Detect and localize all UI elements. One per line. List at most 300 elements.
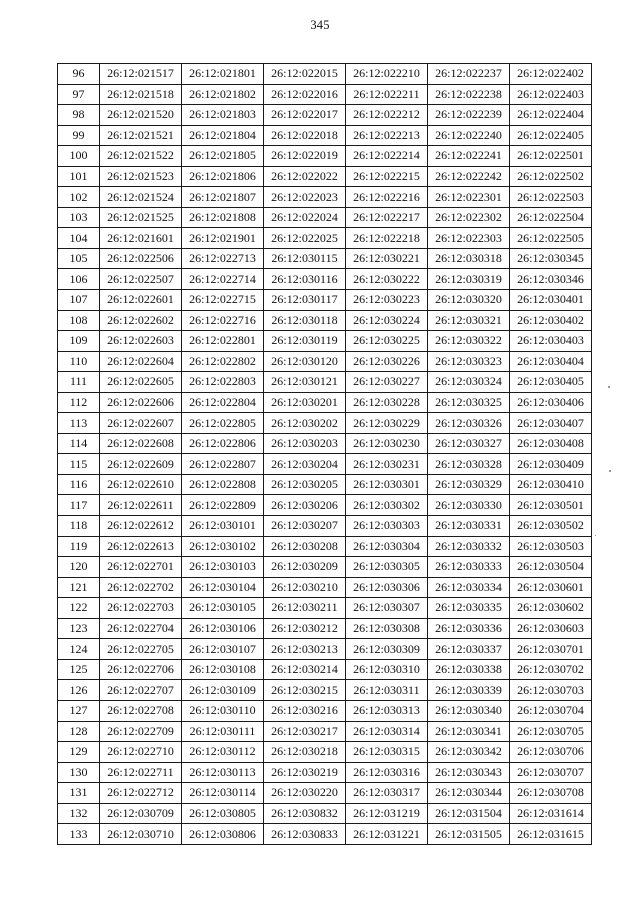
cadastral-number-cell: 26:12:030602	[510, 598, 592, 619]
cadastral-number-cell: 26:12:022714	[182, 269, 264, 290]
row-number-cell: 127	[58, 700, 100, 721]
cadastral-number-cell: 26:12:021807	[182, 187, 264, 208]
cadastral-number-cell: 26:12:022210	[346, 64, 428, 85]
row-number-cell: 133	[58, 824, 100, 845]
cadastral-number-cell: 26:12:022302	[428, 207, 510, 228]
cadastral-number-cell: 26:12:030117	[264, 290, 346, 311]
cadastral-number-cell: 26:12:030805	[182, 803, 264, 824]
cadastral-number-cell: 26:12:022806	[182, 433, 264, 454]
cadastral-number-cell: 26:12:030701	[510, 639, 592, 660]
table-row	[58, 577, 592, 598]
scan-speck	[609, 470, 611, 472]
cadastral-number-cell: 26:12:030212	[264, 618, 346, 639]
cadastral-number-cell: 26:12:030229	[346, 413, 428, 434]
cadastral-number-cell: 26:12:030337	[428, 639, 510, 660]
scan-speck	[595, 535, 596, 536]
cadastral-number-cell: 26:12:031615	[510, 824, 592, 845]
cadastral-number-cell: 26:12:030323	[428, 351, 510, 372]
table-row	[58, 803, 592, 824]
table-row	[58, 454, 592, 475]
cadastral-number-cell: 26:12:030118	[264, 310, 346, 331]
cadastral-number-cell: 26:12:022606	[100, 392, 182, 413]
cadastral-number-cell: 26:12:030346	[510, 269, 592, 290]
cadastral-number-cell: 26:12:030319	[428, 269, 510, 290]
cadastral-number-cell: 26:12:030116	[264, 269, 346, 290]
cadastral-number-cell: 26:12:030307	[346, 598, 428, 619]
cadastral-number-cell: 26:12:030318	[428, 248, 510, 269]
cadastral-numbers-table	[57, 63, 592, 845]
table-row	[58, 310, 592, 331]
row-number-cell: 101	[58, 166, 100, 187]
cadastral-number-cell: 26:12:022604	[100, 351, 182, 372]
cadastral-number-cell: 26:12:030202	[264, 413, 346, 434]
cadastral-number-cell: 26:12:030231	[346, 454, 428, 475]
row-number-cell: 119	[58, 536, 100, 557]
cadastral-number-cell: 26:12:030314	[346, 721, 428, 742]
cadastral-number-cell: 26:12:030119	[264, 331, 346, 352]
table-row	[58, 495, 592, 516]
cadastral-number-cell: 26:12:030305	[346, 557, 428, 578]
cadastral-number-cell: 26:12:030403	[510, 331, 592, 352]
cadastral-number-cell: 26:12:022505	[510, 228, 592, 249]
cadastral-number-cell: 26:12:022613	[100, 536, 182, 557]
cadastral-number-cell: 26:12:022213	[346, 125, 428, 146]
table-row	[58, 618, 592, 639]
table-row	[58, 536, 592, 557]
cadastral-number-cell: 26:12:030833	[264, 824, 346, 845]
row-number-cell: 131	[58, 783, 100, 804]
cadastral-number-cell: 26:12:030108	[182, 659, 264, 680]
cadastral-number-cell: 26:12:030217	[264, 721, 346, 742]
cadastral-number-cell: 26:12:022605	[100, 372, 182, 393]
cadastral-number-cell: 26:12:022239	[428, 105, 510, 126]
row-number-cell: 112	[58, 392, 100, 413]
cadastral-number-cell: 26:12:022017	[264, 105, 346, 126]
cadastral-number-cell: 26:12:021523	[100, 166, 182, 187]
cadastral-number-cell: 26:12:030341	[428, 721, 510, 742]
cadastral-number-cell: 26:12:030225	[346, 331, 428, 352]
cadastral-number-cell: 26:12:030221	[346, 248, 428, 269]
cadastral-number-cell: 26:12:030342	[428, 742, 510, 763]
cadastral-number-cell: 26:12:022212	[346, 105, 428, 126]
cadastral-number-cell: 26:12:030230	[346, 433, 428, 454]
cadastral-number-cell: 26:12:022609	[100, 454, 182, 475]
row-number-cell: 121	[58, 577, 100, 598]
cadastral-number-cell: 26:12:030707	[510, 762, 592, 783]
cadastral-number-cell: 26:12:030402	[510, 310, 592, 331]
cadastral-number-cell: 26:12:030304	[346, 536, 428, 557]
cadastral-number-cell: 26:12:030322	[428, 331, 510, 352]
cadastral-number-cell: 26:12:030336	[428, 618, 510, 639]
cadastral-number-cell: 26:12:022710	[100, 742, 182, 763]
cadastral-number-cell: 26:12:030331	[428, 516, 510, 537]
cadastral-number-cell: 26:12:022507	[100, 269, 182, 290]
cadastral-number-cell: 26:12:022403	[510, 84, 592, 105]
cadastral-number-cell: 26:12:030218	[264, 742, 346, 763]
row-number-cell: 124	[58, 639, 100, 660]
cadastral-number-cell: 26:12:022708	[100, 700, 182, 721]
cadastral-number-cell: 26:12:022603	[100, 331, 182, 352]
cadastral-number-cell: 26:12:022612	[100, 516, 182, 537]
cadastral-number-cell: 26:12:022803	[182, 372, 264, 393]
table-row	[58, 721, 592, 742]
cadastral-number-cell: 26:12:022240	[428, 125, 510, 146]
cadastral-number-cell: 26:12:022608	[100, 433, 182, 454]
cadastral-number-cell: 26:12:030335	[428, 598, 510, 619]
cadastral-number-cell: 26:12:022703	[100, 598, 182, 619]
cadastral-number-cell: 26:12:022217	[346, 207, 428, 228]
page-number: 345	[310, 18, 330, 32]
cadastral-number-cell: 26:12:030311	[346, 680, 428, 701]
row-number-cell: 99	[58, 125, 100, 146]
cadastral-number-cell: 26:12:030201	[264, 392, 346, 413]
row-number-cell: 106	[58, 269, 100, 290]
cadastral-number-cell: 26:12:030340	[428, 700, 510, 721]
cadastral-number-cell: 26:12:021808	[182, 207, 264, 228]
cadastral-number-cell: 26:12:030205	[264, 474, 346, 495]
table-row	[58, 742, 592, 763]
row-number-cell: 102	[58, 187, 100, 208]
table-row	[58, 269, 592, 290]
cadastral-number-cell: 26:12:030328	[428, 454, 510, 475]
cadastral-number-cell: 26:12:022018	[264, 125, 346, 146]
cadastral-number-cell: 26:12:022704	[100, 618, 182, 639]
cadastral-number-cell: 26:12:030806	[182, 824, 264, 845]
table-row	[58, 331, 592, 352]
cadastral-number-cell: 26:12:022303	[428, 228, 510, 249]
cadastral-number-cell: 26:12:030330	[428, 495, 510, 516]
cadastral-number-cell: 26:12:030115	[264, 248, 346, 269]
table-row	[58, 783, 592, 804]
cadastral-number-cell: 26:12:030223	[346, 290, 428, 311]
cadastral-number-cell: 26:12:030222	[346, 269, 428, 290]
cadastral-number-cell: 26:12:030102	[182, 536, 264, 557]
table-row	[58, 680, 592, 701]
table-row	[58, 639, 592, 660]
cadastral-number-cell: 26:12:022238	[428, 84, 510, 105]
cadastral-number-cell: 26:12:030333	[428, 557, 510, 578]
row-number-cell: 108	[58, 310, 100, 331]
cadastral-number-cell: 26:12:030107	[182, 639, 264, 660]
cadastral-number-cell: 26:12:022705	[100, 639, 182, 660]
cadastral-number-cell: 26:12:030504	[510, 557, 592, 578]
cadastral-number-cell: 26:12:021521	[100, 125, 182, 146]
row-number-cell: 116	[58, 474, 100, 495]
cadastral-number-cell: 26:12:030408	[510, 433, 592, 454]
cadastral-number-cell: 26:12:022218	[346, 228, 428, 249]
cadastral-number-cell: 26:12:022711	[100, 762, 182, 783]
cadastral-number-cell: 26:12:030706	[510, 742, 592, 763]
table-row	[58, 351, 592, 372]
cadastral-number-cell: 26:12:021806	[182, 166, 264, 187]
cadastral-number-cell: 26:12:030406	[510, 392, 592, 413]
table-row	[58, 598, 592, 619]
row-number-cell: 109	[58, 331, 100, 352]
row-number-cell: 107	[58, 290, 100, 311]
table-row	[58, 659, 592, 680]
cadastral-number-cell: 26:12:022707	[100, 680, 182, 701]
cadastral-number-cell: 26:12:022610	[100, 474, 182, 495]
cadastral-number-cell: 26:12:031221	[346, 824, 428, 845]
cadastral-number-cell: 26:12:022808	[182, 474, 264, 495]
cadastral-number-cell: 26:12:022024	[264, 207, 346, 228]
cadastral-number-cell: 26:12:030308	[346, 618, 428, 639]
cadastral-number-cell: 26:12:022502	[510, 166, 592, 187]
cadastral-number-cell: 26:12:022602	[100, 310, 182, 331]
cadastral-number-cell: 26:12:030338	[428, 659, 510, 680]
cadastral-number-cell: 26:12:030105	[182, 598, 264, 619]
cadastral-number-cell: 26:12:030110	[182, 700, 264, 721]
cadastral-number-cell: 26:12:030334	[428, 577, 510, 598]
row-number-cell: 100	[58, 146, 100, 167]
cadastral-number-cell: 26:12:030343	[428, 762, 510, 783]
row-number-cell: 96	[58, 64, 100, 85]
cadastral-number-cell: 26:12:030705	[510, 721, 592, 742]
row-number-cell: 118	[58, 516, 100, 537]
cadastral-number-cell: 26:12:022237	[428, 64, 510, 85]
cadastral-number-cell: 26:12:021805	[182, 146, 264, 167]
cadastral-number-cell: 26:12:022804	[182, 392, 264, 413]
cadastral-number-cell: 26:12:030329	[428, 474, 510, 495]
cadastral-number-cell: 26:12:030208	[264, 536, 346, 557]
cadastral-number-cell: 26:12:030112	[182, 742, 264, 763]
cadastral-number-cell: 26:12:030215	[264, 680, 346, 701]
cadastral-number-cell: 26:12:030207	[264, 516, 346, 537]
cadastral-number-cell: 26:12:030405	[510, 372, 592, 393]
table-row	[58, 413, 592, 434]
cadastral-number-cell: 26:12:030317	[346, 783, 428, 804]
cadastral-number-cell: 26:12:022025	[264, 228, 346, 249]
cadastral-number-cell: 26:12:030703	[510, 680, 592, 701]
cadastral-number-cell: 26:12:022301	[428, 187, 510, 208]
cadastral-number-cell: 26:12:030501	[510, 495, 592, 516]
table-row	[58, 824, 592, 845]
cadastral-number-cell: 26:12:030121	[264, 372, 346, 393]
row-number-cell: 115	[58, 454, 100, 475]
cadastral-number-cell: 26:12:030226	[346, 351, 428, 372]
cadastral-number-cell: 26:12:031219	[346, 803, 428, 824]
cadastral-number-cell: 26:12:022601	[100, 290, 182, 311]
cadastral-number-cell: 26:12:022716	[182, 310, 264, 331]
table-row	[58, 290, 592, 311]
cadastral-number-cell: 26:12:021804	[182, 125, 264, 146]
cadastral-number-cell: 26:12:022241	[428, 146, 510, 167]
row-number-cell: 117	[58, 495, 100, 516]
cadastral-number-cell: 26:12:030113	[182, 762, 264, 783]
cadastral-number-cell: 26:12:022016	[264, 84, 346, 105]
table-row	[58, 64, 592, 85]
cadastral-number-cell: 26:12:030708	[510, 783, 592, 804]
cadastral-number-cell: 26:12:022405	[510, 125, 592, 146]
row-number-cell: 120	[58, 557, 100, 578]
table-row	[58, 372, 592, 393]
cadastral-number-cell: 26:12:022805	[182, 413, 264, 434]
cadastral-number-cell: 26:12:030302	[346, 495, 428, 516]
cadastral-number-cell: 26:12:022022	[264, 166, 346, 187]
cadastral-number-cell: 26:12:030315	[346, 742, 428, 763]
cadastral-number-cell: 26:12:030324	[428, 372, 510, 393]
cadastral-number-cell: 26:12:021518	[100, 84, 182, 105]
cadastral-number-cell: 26:12:022807	[182, 454, 264, 475]
table-row	[58, 187, 592, 208]
cadastral-number-cell: 26:12:030106	[182, 618, 264, 639]
row-number-cell: 111	[58, 372, 100, 393]
cadastral-number-cell: 26:12:022503	[510, 187, 592, 208]
cadastral-number-cell: 26:12:030101	[182, 516, 264, 537]
cadastral-number-cell: 26:12:030603	[510, 618, 592, 639]
cadastral-number-cell: 26:12:030228	[346, 392, 428, 413]
cadastral-number-cell: 26:12:030325	[428, 392, 510, 413]
cadastral-number-cell: 26:12:030216	[264, 700, 346, 721]
cadastral-number-cell: 26:12:021525	[100, 207, 182, 228]
cadastral-number-cell: 26:12:030339	[428, 680, 510, 701]
cadastral-number-cell: 26:12:030313	[346, 700, 428, 721]
cadastral-number-cell: 26:12:022216	[346, 187, 428, 208]
cadastral-number-cell: 26:12:022404	[510, 105, 592, 126]
cadastral-number-cell: 26:12:030209	[264, 557, 346, 578]
cadastral-number-cell: 26:12:022702	[100, 577, 182, 598]
cadastral-number-cell: 26:12:022215	[346, 166, 428, 187]
cadastral-number-cell: 26:12:022611	[100, 495, 182, 516]
cadastral-number-cell: 26:12:022023	[264, 187, 346, 208]
cadastral-number-cell: 26:12:030111	[182, 721, 264, 742]
scan-speck	[608, 386, 610, 388]
table-row	[58, 228, 592, 249]
cadastral-number-cell: 26:12:030210	[264, 577, 346, 598]
cadastral-number-cell: 26:12:030502	[510, 516, 592, 537]
cadastral-number-cell: 26:12:030702	[510, 659, 592, 680]
cadastral-number-cell: 26:12:022242	[428, 166, 510, 187]
table-row	[58, 248, 592, 269]
cadastral-number-cell: 26:12:030601	[510, 577, 592, 598]
cadastral-number-cell: 26:12:030326	[428, 413, 510, 434]
cadastral-number-cell: 26:12:022712	[100, 783, 182, 804]
cadastral-number-cell: 26:12:022706	[100, 659, 182, 680]
row-number-cell: 98	[58, 105, 100, 126]
cadastral-number-cell: 26:12:022701	[100, 557, 182, 578]
cadastral-number-cell: 26:12:022214	[346, 146, 428, 167]
cadastral-number-cell: 26:12:021524	[100, 187, 182, 208]
cadastral-number-cell: 26:12:030220	[264, 783, 346, 804]
row-number-cell: 110	[58, 351, 100, 372]
cadastral-number-cell: 26:12:031504	[428, 803, 510, 824]
table-body	[58, 64, 592, 845]
cadastral-number-cell: 26:12:021803	[182, 105, 264, 126]
cadastral-number-cell: 26:12:022504	[510, 207, 592, 228]
row-number-cell: 103	[58, 207, 100, 228]
row-number-cell: 104	[58, 228, 100, 249]
cadastral-number-cell: 26:12:030204	[264, 454, 346, 475]
row-number-cell: 125	[58, 659, 100, 680]
table-row	[58, 433, 592, 454]
cadastral-number-cell: 26:12:030503	[510, 536, 592, 557]
cadastral-number-cell: 26:12:030211	[264, 598, 346, 619]
row-number-cell: 122	[58, 598, 100, 619]
table-row	[58, 762, 592, 783]
cadastral-number-cell: 26:12:030219	[264, 762, 346, 783]
cadastral-number-cell: 26:12:021520	[100, 105, 182, 126]
cadastral-number-cell: 26:12:031505	[428, 824, 510, 845]
cadastral-number-cell: 26:12:030109	[182, 680, 264, 701]
row-number-cell: 130	[58, 762, 100, 783]
cadastral-number-cell: 26:12:021517	[100, 64, 182, 85]
cadastral-number-cell: 26:12:022211	[346, 84, 428, 105]
row-number-cell: 105	[58, 248, 100, 269]
cadastral-number-cell: 26:12:022506	[100, 248, 182, 269]
cadastral-number-cell: 26:12:030709	[100, 803, 182, 824]
cadastral-number-cell: 26:12:021802	[182, 84, 264, 105]
cadastral-number-cell: 26:12:030203	[264, 433, 346, 454]
cadastral-number-cell: 26:12:030407	[510, 413, 592, 434]
cadastral-number-cell: 26:12:022802	[182, 351, 264, 372]
row-number-cell: 128	[58, 721, 100, 742]
cadastral-number-cell: 26:12:022607	[100, 413, 182, 434]
cadastral-number-cell: 26:12:030120	[264, 351, 346, 372]
cadastral-number-cell: 26:12:021601	[100, 228, 182, 249]
cadastral-number-cell: 26:12:030103	[182, 557, 264, 578]
table-row	[58, 392, 592, 413]
cadastral-number-cell: 26:12:030401	[510, 290, 592, 311]
cadastral-number-cell: 26:12:030309	[346, 639, 428, 660]
cadastral-number-cell: 26:12:030320	[428, 290, 510, 311]
cadastral-number-cell: 26:12:030321	[428, 310, 510, 331]
cadastral-number-cell: 26:12:022713	[182, 248, 264, 269]
table-row	[58, 700, 592, 721]
cadastral-number-cell: 26:12:030344	[428, 783, 510, 804]
cadastral-number-cell: 26:12:030310	[346, 659, 428, 680]
row-number-cell: 123	[58, 618, 100, 639]
cadastral-number-cell: 26:12:030114	[182, 783, 264, 804]
row-number-cell: 113	[58, 413, 100, 434]
cadastral-number-cell: 26:12:022015	[264, 64, 346, 85]
row-number-cell: 129	[58, 742, 100, 763]
table-row	[58, 84, 592, 105]
cadastral-number-cell: 26:12:030409	[510, 454, 592, 475]
cadastral-number-cell: 26:12:030345	[510, 248, 592, 269]
row-number-cell: 114	[58, 433, 100, 454]
row-number-cell: 126	[58, 680, 100, 701]
cadastral-number-cell: 26:12:021901	[182, 228, 264, 249]
cadastral-number-cell: 26:12:022809	[182, 495, 264, 516]
table-row	[58, 105, 592, 126]
cadastral-number-cell: 26:12:022402	[510, 64, 592, 85]
cadastral-number-cell: 26:12:022019	[264, 146, 346, 167]
table-row	[58, 207, 592, 228]
cadastral-number-cell: 26:12:022801	[182, 331, 264, 352]
cadastral-number-cell: 26:12:030404	[510, 351, 592, 372]
cadastral-number-cell: 26:12:030316	[346, 762, 428, 783]
table-row	[58, 125, 592, 146]
cadastral-number-cell: 26:12:021522	[100, 146, 182, 167]
cadastral-number-cell: 26:12:030301	[346, 474, 428, 495]
cadastral-number-cell: 26:12:022501	[510, 146, 592, 167]
cadastral-number-cell: 26:12:030227	[346, 372, 428, 393]
row-number-cell: 97	[58, 84, 100, 105]
cadastral-number-cell: 26:12:022709	[100, 721, 182, 742]
row-number-cell: 132	[58, 803, 100, 824]
cadastral-number-cell: 26:12:030303	[346, 516, 428, 537]
table-row	[58, 146, 592, 167]
cadastral-number-cell: 26:12:030206	[264, 495, 346, 516]
table-row	[58, 557, 592, 578]
cadastral-number-cell: 26:12:030224	[346, 310, 428, 331]
cadastral-number-cell: 26:12:030410	[510, 474, 592, 495]
cadastral-number-cell: 26:12:030104	[182, 577, 264, 598]
cadastral-number-cell: 26:12:031614	[510, 803, 592, 824]
cadastral-number-cell: 26:12:021801	[182, 64, 264, 85]
cadastral-number-cell: 26:12:022715	[182, 290, 264, 311]
table-row	[58, 516, 592, 537]
